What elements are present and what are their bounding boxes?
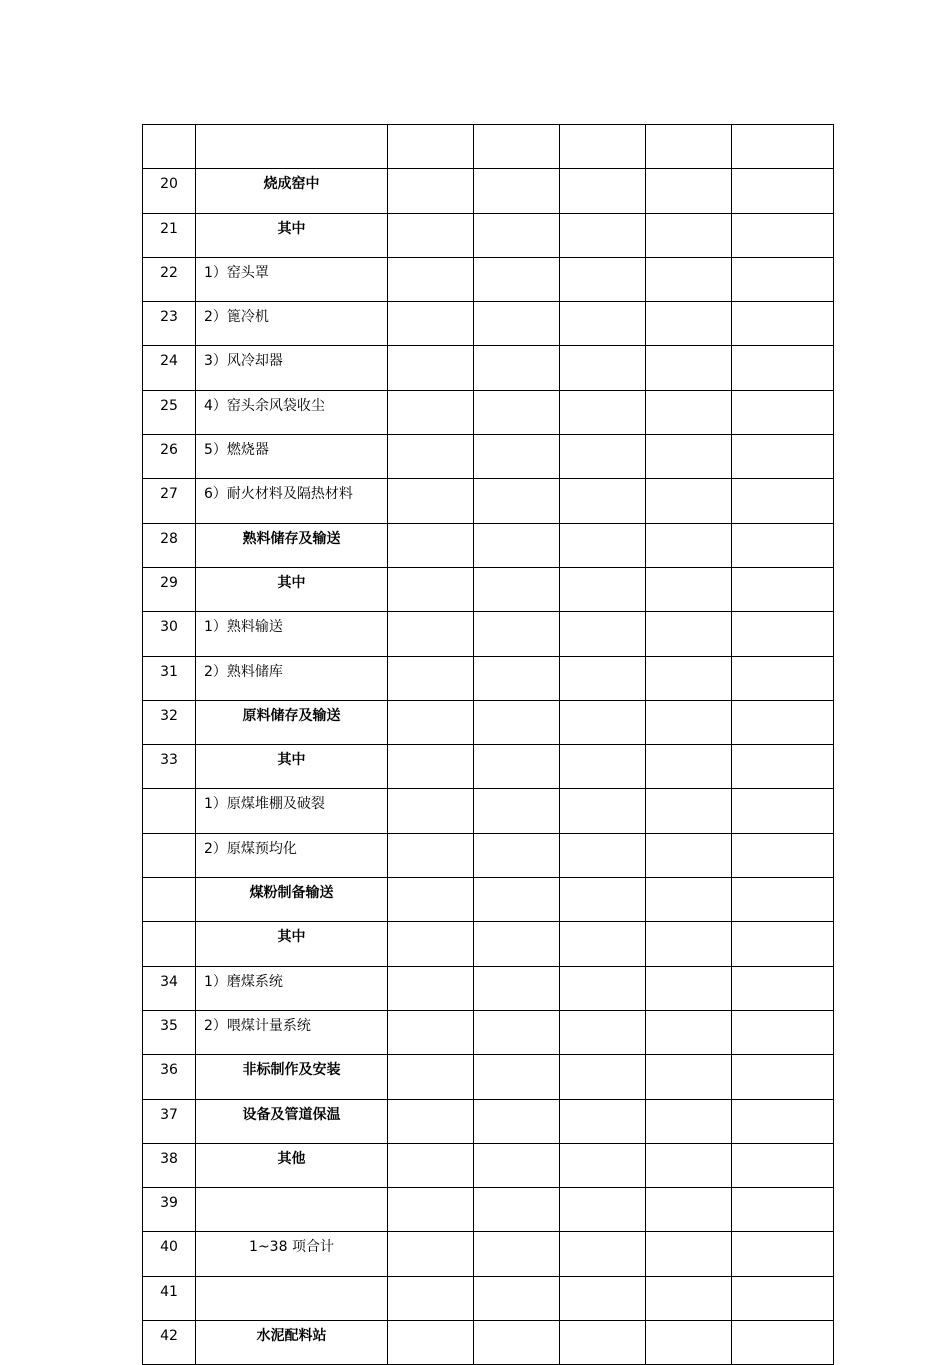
- row-number: [143, 878, 196, 922]
- item-name: 其中: [196, 922, 388, 966]
- table-row: [143, 1321, 834, 1365]
- empty-cell: [732, 1321, 834, 1365]
- empty-cell: [560, 966, 646, 1010]
- empty-cell: [474, 1232, 560, 1276]
- empty-cell: [646, 922, 732, 966]
- table-row: [143, 567, 834, 611]
- empty-cell: [646, 1099, 732, 1143]
- item-name: 2）喂煤计量系统: [196, 1010, 388, 1054]
- empty-cell: [388, 1276, 474, 1320]
- row-number: 23: [143, 302, 196, 346]
- empty-cell: [560, 878, 646, 922]
- table-row: [143, 922, 834, 966]
- row-number: 25: [143, 390, 196, 434]
- table-row: [143, 1099, 834, 1143]
- item-name: 3）风冷却器: [196, 346, 388, 390]
- table-row: [143, 1010, 834, 1054]
- row-number: 31: [143, 656, 196, 700]
- item-name: 1~38 项合计: [196, 1232, 388, 1276]
- table-row: [143, 878, 834, 922]
- empty-cell: [732, 346, 834, 390]
- row-number: 29: [143, 567, 196, 611]
- empty-cell: [388, 922, 474, 966]
- empty-cell: [474, 700, 560, 744]
- item-name: 熟料储存及输送: [196, 523, 388, 567]
- item-name: 其他: [196, 1143, 388, 1187]
- empty-cell: [474, 1276, 560, 1320]
- empty-cell: [560, 656, 646, 700]
- empty-cell: [560, 1055, 646, 1099]
- empty-cell: [732, 966, 834, 1010]
- empty-cell: [474, 612, 560, 656]
- item-name: 其中: [196, 745, 388, 789]
- empty-cell: [474, 257, 560, 301]
- empty-cell: [646, 523, 732, 567]
- item-name: 其中: [196, 213, 388, 257]
- empty-cell: [646, 1321, 732, 1365]
- empty-cell: [732, 435, 834, 479]
- empty-cell: [646, 745, 732, 789]
- empty-cell: [560, 1188, 646, 1232]
- empty-cell: [732, 878, 834, 922]
- empty-cell: [560, 567, 646, 611]
- empty-cell: [560, 833, 646, 877]
- table-row: [143, 1232, 834, 1276]
- empty-cell: [474, 523, 560, 567]
- empty-cell: [388, 435, 474, 479]
- empty-cell: [388, 523, 474, 567]
- table-row: [143, 302, 834, 346]
- row-number: 32: [143, 700, 196, 744]
- empty-cell: [646, 700, 732, 744]
- empty-cell: [732, 390, 834, 434]
- empty-cell: [560, 922, 646, 966]
- empty-cell: [388, 700, 474, 744]
- table-row: [143, 169, 834, 213]
- empty-cell: [646, 1232, 732, 1276]
- row-number: [143, 922, 196, 966]
- row-number: 40: [143, 1232, 196, 1276]
- row-number: [143, 789, 196, 833]
- row-number: 35: [143, 1010, 196, 1054]
- item-name: [196, 1188, 388, 1232]
- empty-cell: [474, 745, 560, 789]
- empty-cell: [388, 878, 474, 922]
- empty-cell: [560, 612, 646, 656]
- empty-cell: [732, 257, 834, 301]
- empty-cell: [388, 1188, 474, 1232]
- table-row: [143, 479, 834, 523]
- row-number: 27: [143, 479, 196, 523]
- table-row: [143, 125, 834, 169]
- empty-cell: [560, 257, 646, 301]
- row-number: 24: [143, 346, 196, 390]
- empty-cell: [646, 479, 732, 523]
- row-number: [143, 125, 196, 169]
- empty-cell: [474, 390, 560, 434]
- empty-cell: [474, 1143, 560, 1187]
- empty-cell: [388, 833, 474, 877]
- empty-cell: [560, 789, 646, 833]
- row-number: 28: [143, 523, 196, 567]
- empty-cell: [560, 479, 646, 523]
- empty-cell: [388, 213, 474, 257]
- item-name: [196, 1276, 388, 1320]
- empty-cell: [560, 125, 646, 169]
- empty-cell: [732, 700, 834, 744]
- item-name: 2）原煤预均化: [196, 833, 388, 877]
- item-name: 5）燃烧器: [196, 435, 388, 479]
- empty-cell: [388, 612, 474, 656]
- table-row: [143, 257, 834, 301]
- table-row: [143, 1188, 834, 1232]
- empty-cell: [646, 656, 732, 700]
- table-row: [143, 213, 834, 257]
- table-row: [143, 612, 834, 656]
- empty-cell: [646, 346, 732, 390]
- item-name: 设备及管道保温: [196, 1099, 388, 1143]
- empty-cell: [388, 1232, 474, 1276]
- item-name: 1）熟料输送: [196, 612, 388, 656]
- table-row: [143, 1143, 834, 1187]
- row-number: [143, 833, 196, 877]
- row-number: 30: [143, 612, 196, 656]
- empty-cell: [388, 390, 474, 434]
- table-row: [143, 656, 834, 700]
- table-row: [143, 346, 834, 390]
- item-name: [196, 125, 388, 169]
- empty-cell: [646, 833, 732, 877]
- empty-cell: [646, 966, 732, 1010]
- empty-cell: [732, 1232, 834, 1276]
- empty-cell: [732, 833, 834, 877]
- empty-cell: [474, 567, 560, 611]
- item-name: 2）熟料储库: [196, 656, 388, 700]
- table-row: [143, 1055, 834, 1099]
- empty-cell: [732, 1143, 834, 1187]
- row-number: 36: [143, 1055, 196, 1099]
- empty-cell: [646, 1188, 732, 1232]
- empty-cell: [732, 1010, 834, 1054]
- empty-cell: [474, 479, 560, 523]
- empty-cell: [646, 567, 732, 611]
- empty-cell: [560, 1010, 646, 1054]
- empty-cell: [560, 745, 646, 789]
- table-row: [143, 833, 834, 877]
- empty-cell: [646, 302, 732, 346]
- row-number: 42: [143, 1321, 196, 1365]
- empty-cell: [388, 479, 474, 523]
- table-row: [143, 390, 834, 434]
- empty-cell: [732, 922, 834, 966]
- empty-cell: [474, 966, 560, 1010]
- empty-cell: [732, 567, 834, 611]
- empty-cell: [388, 302, 474, 346]
- empty-cell: [474, 302, 560, 346]
- item-name: 1）窑头罩: [196, 257, 388, 301]
- empty-cell: [732, 523, 834, 567]
- empty-cell: [560, 213, 646, 257]
- empty-cell: [646, 435, 732, 479]
- empty-cell: [646, 125, 732, 169]
- empty-cell: [388, 656, 474, 700]
- item-name: 水泥配料站: [196, 1321, 388, 1365]
- row-number: 26: [143, 435, 196, 479]
- empty-cell: [732, 169, 834, 213]
- empty-cell: [646, 213, 732, 257]
- empty-cell: [474, 1188, 560, 1232]
- item-name: 6）耐火材料及隔热材料: [196, 479, 388, 523]
- row-number: 38: [143, 1143, 196, 1187]
- item-name: 2）篦冷机: [196, 302, 388, 346]
- empty-cell: [474, 125, 560, 169]
- empty-cell: [732, 1055, 834, 1099]
- empty-cell: [646, 169, 732, 213]
- empty-cell: [560, 1276, 646, 1320]
- empty-cell: [732, 302, 834, 346]
- empty-cell: [560, 435, 646, 479]
- empty-cell: [474, 922, 560, 966]
- empty-cell: [560, 700, 646, 744]
- row-number: 37: [143, 1099, 196, 1143]
- empty-cell: [474, 833, 560, 877]
- empty-cell: [560, 390, 646, 434]
- empty-cell: [646, 789, 732, 833]
- empty-cell: [646, 1055, 732, 1099]
- empty-cell: [388, 1099, 474, 1143]
- empty-cell: [732, 1099, 834, 1143]
- item-name: 原料储存及输送: [196, 700, 388, 744]
- empty-cell: [646, 878, 732, 922]
- table-row: [143, 700, 834, 744]
- item-name: 1）原煤堆棚及破裂: [196, 789, 388, 833]
- empty-cell: [732, 1276, 834, 1320]
- empty-cell: [388, 966, 474, 1010]
- item-name: 烧成窑中: [196, 169, 388, 213]
- table-row: [143, 523, 834, 567]
- empty-cell: [560, 346, 646, 390]
- row-number: 39: [143, 1188, 196, 1232]
- empty-cell: [560, 523, 646, 567]
- empty-cell: [646, 1143, 732, 1187]
- empty-cell: [732, 789, 834, 833]
- empty-cell: [474, 1099, 560, 1143]
- empty-cell: [732, 125, 834, 169]
- empty-cell: [388, 257, 474, 301]
- empty-cell: [474, 656, 560, 700]
- table-row: [143, 435, 834, 479]
- empty-cell: [474, 789, 560, 833]
- empty-cell: [560, 302, 646, 346]
- empty-cell: [732, 479, 834, 523]
- empty-cell: [646, 612, 732, 656]
- empty-cell: [388, 125, 474, 169]
- empty-cell: [560, 1232, 646, 1276]
- empty-cell: [474, 1321, 560, 1365]
- empty-cell: [646, 257, 732, 301]
- table-row: [143, 1276, 834, 1320]
- empty-cell: [732, 612, 834, 656]
- empty-cell: [732, 745, 834, 789]
- table-row: [143, 789, 834, 833]
- empty-cell: [560, 169, 646, 213]
- empty-cell: [474, 1055, 560, 1099]
- empty-cell: [474, 1010, 560, 1054]
- empty-cell: [646, 1010, 732, 1054]
- empty-cell: [388, 1010, 474, 1054]
- empty-cell: [732, 1188, 834, 1232]
- row-number: 20: [143, 169, 196, 213]
- row-number: 22: [143, 257, 196, 301]
- empty-cell: [388, 1321, 474, 1365]
- empty-cell: [560, 1143, 646, 1187]
- empty-cell: [474, 346, 560, 390]
- row-number: 33: [143, 745, 196, 789]
- cost-table: [142, 124, 834, 1365]
- row-number: 34: [143, 966, 196, 1010]
- empty-cell: [474, 878, 560, 922]
- empty-cell: [732, 213, 834, 257]
- empty-cell: [474, 435, 560, 479]
- empty-cell: [560, 1099, 646, 1143]
- empty-cell: [388, 789, 474, 833]
- item-name: 煤粉制备输送: [196, 878, 388, 922]
- empty-cell: [474, 213, 560, 257]
- empty-cell: [388, 1055, 474, 1099]
- item-name: 1）磨煤系统: [196, 966, 388, 1010]
- empty-cell: [646, 1276, 732, 1320]
- empty-cell: [732, 656, 834, 700]
- item-name: 其中: [196, 567, 388, 611]
- table-body: [143, 125, 834, 1365]
- item-name: 4）窑头余风袋收尘: [196, 390, 388, 434]
- empty-cell: [560, 1321, 646, 1365]
- empty-cell: [388, 1143, 474, 1187]
- item-name: 非标制作及安装: [196, 1055, 388, 1099]
- empty-cell: [474, 169, 560, 213]
- empty-cell: [388, 346, 474, 390]
- empty-cell: [388, 745, 474, 789]
- table-row: [143, 745, 834, 789]
- empty-cell: [388, 567, 474, 611]
- table-row: [143, 966, 834, 1010]
- row-number: 21: [143, 213, 196, 257]
- row-number: 41: [143, 1276, 196, 1320]
- empty-cell: [388, 169, 474, 213]
- empty-cell: [646, 390, 732, 434]
